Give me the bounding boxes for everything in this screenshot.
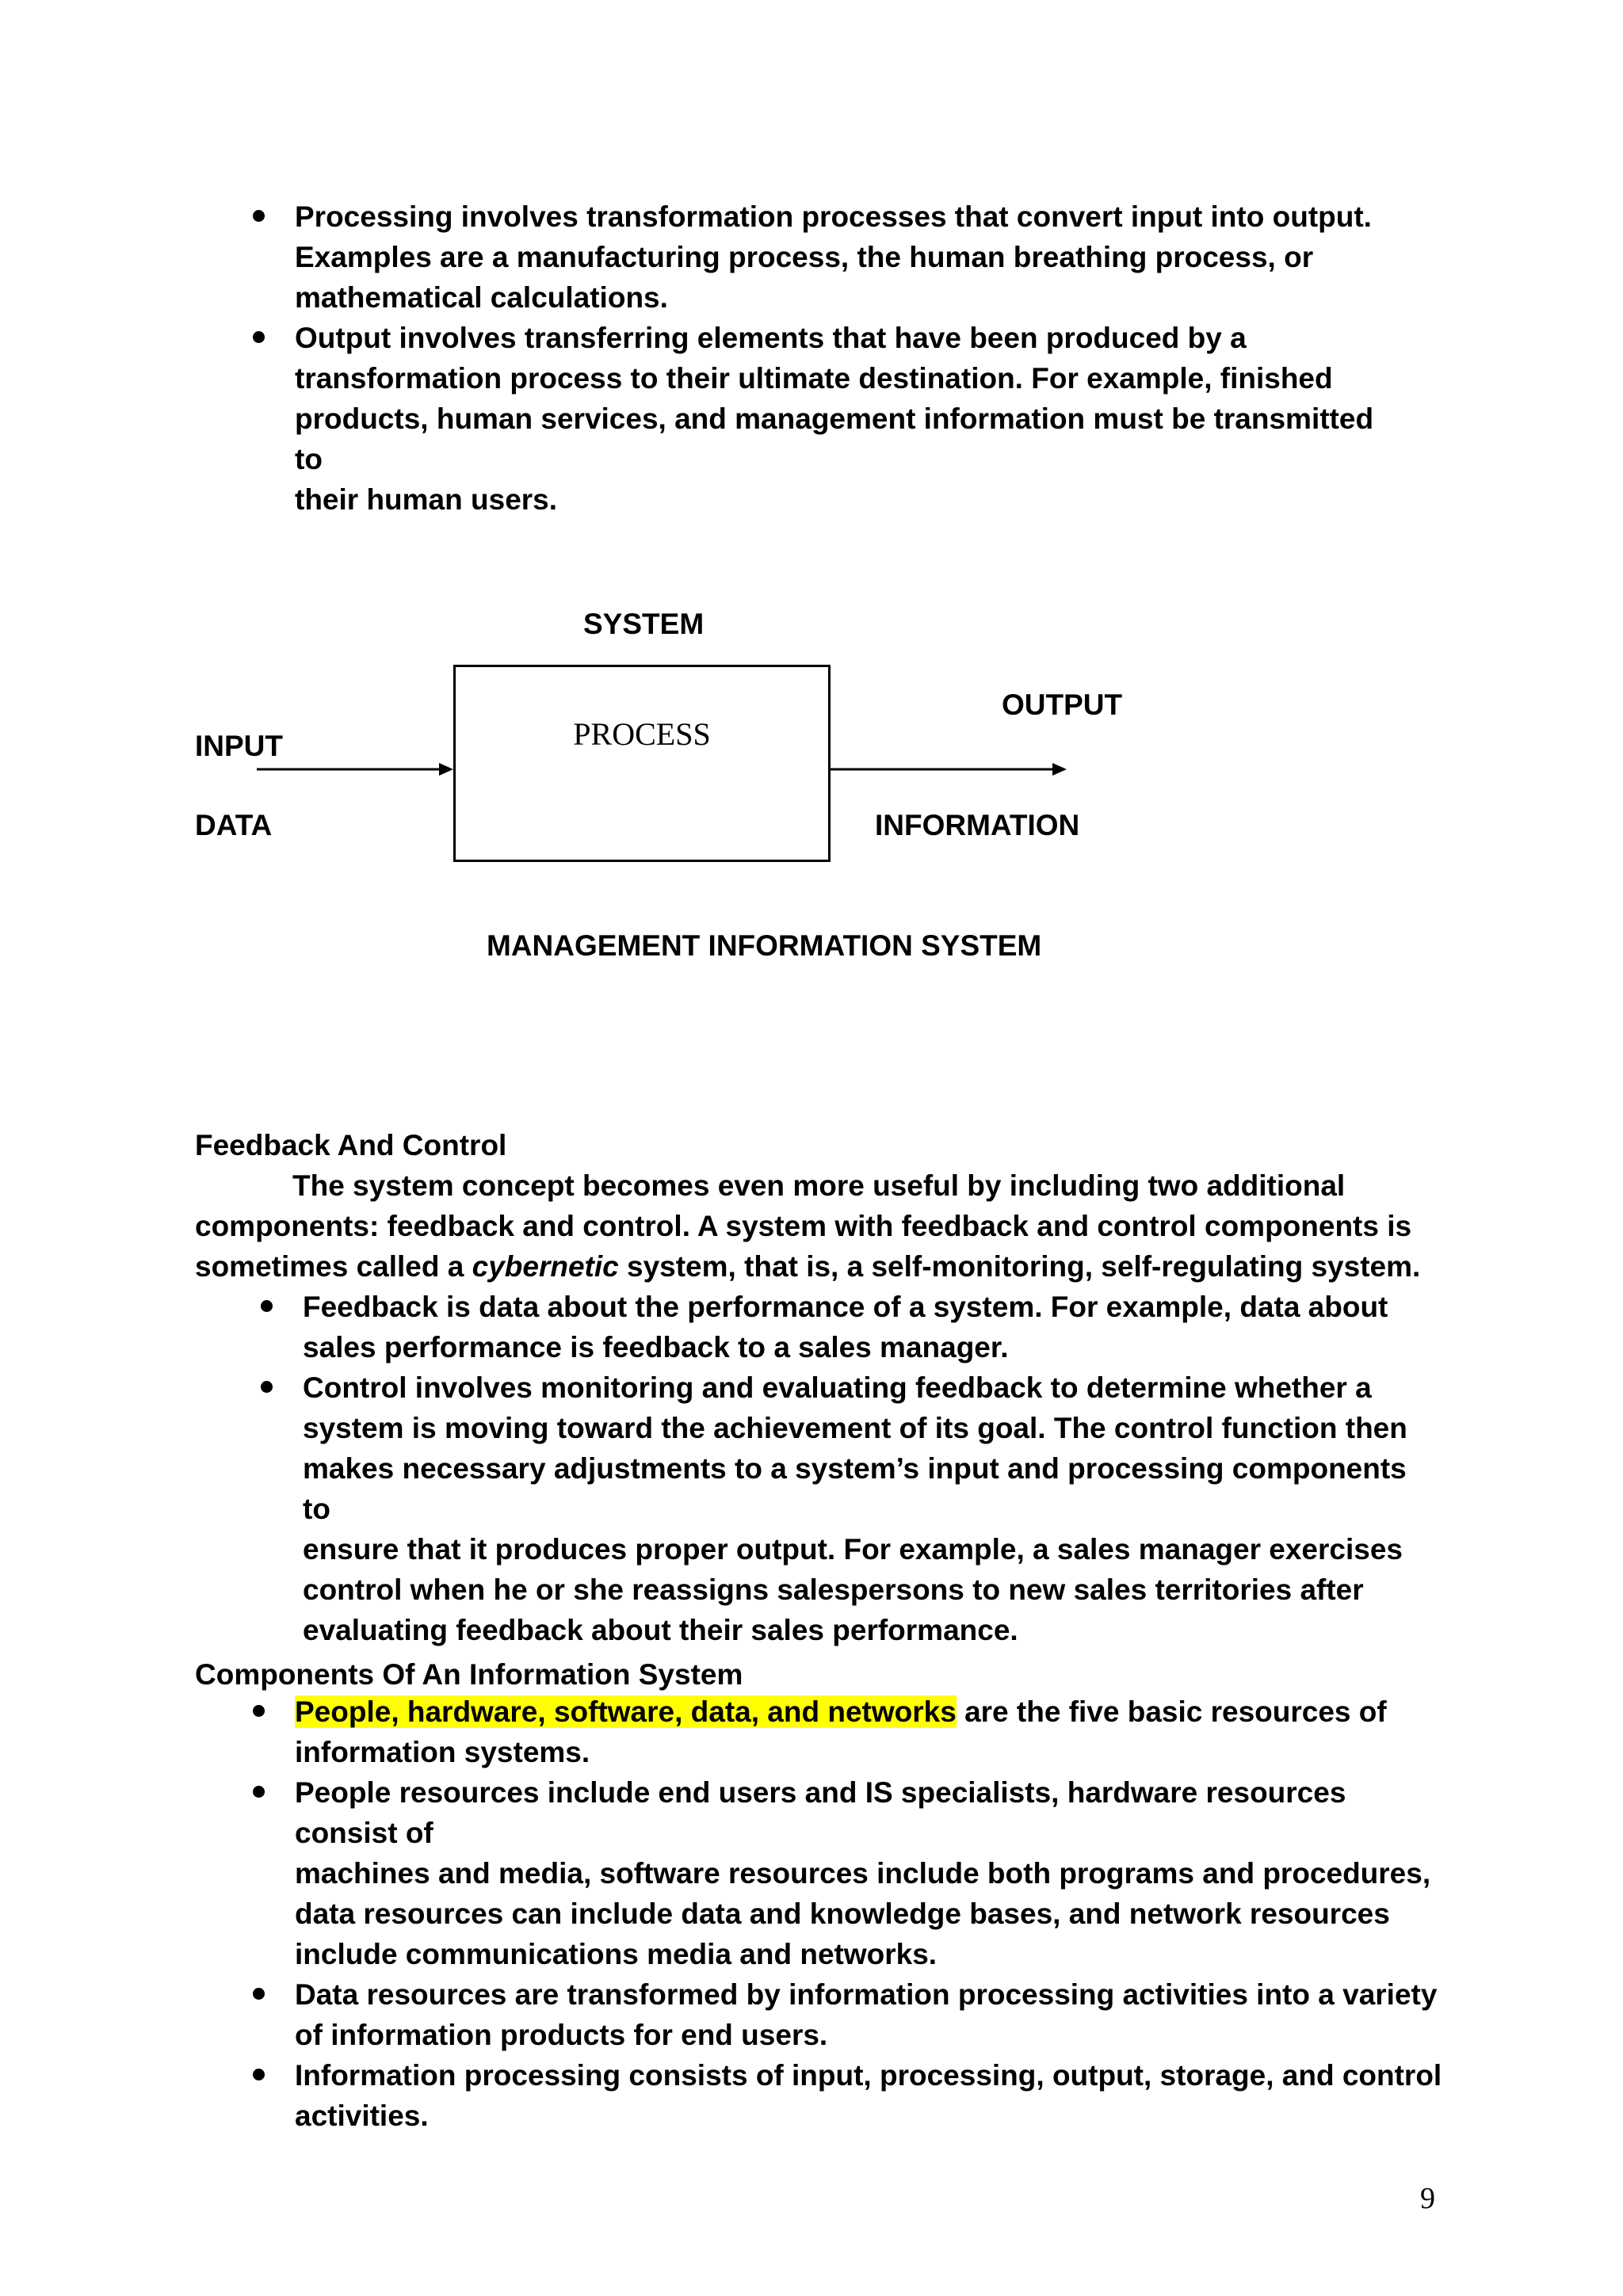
bullet-data-resources xyxy=(295,1974,1452,2055)
bullet-line: mathematical calculations. xyxy=(295,281,668,314)
bullet-feedback xyxy=(303,1287,1412,1367)
bullet-five-resources xyxy=(295,1691,1452,1772)
page-number: 9 xyxy=(1420,2182,1435,2215)
intro-line-1: The system concept becomes even more useful by including two additional xyxy=(292,1169,1346,1202)
output-arrow xyxy=(831,763,1067,776)
diagram-caption: MANAGEMENT INFORMATION SYSTEM xyxy=(487,929,1042,962)
input-label: INPUT xyxy=(195,730,283,762)
bullet-line: makes necessary adjustments to a system’s input and processing components to xyxy=(303,1452,1407,1525)
highlighted-text: People, hardware, software, data, and networks xyxy=(295,1695,957,1728)
components-heading: Components Of An Information System xyxy=(195,1658,743,1691)
information-label: INFORMATION xyxy=(875,809,1080,841)
bullet-information-processing xyxy=(295,2055,1452,2136)
bullet-line: information systems. xyxy=(295,1736,590,1768)
bullet-people-resources xyxy=(295,1772,1452,1974)
bullet-line: evaluating feedback about their sales performance. xyxy=(303,1614,1018,1646)
components-bullets xyxy=(295,1691,1452,2136)
bullet-line: machines and media, software resources include both programs and procedures, xyxy=(295,1857,1431,1890)
diagram-arrows xyxy=(0,0,1623,951)
system-label: SYSTEM xyxy=(583,608,705,640)
intro-line-3: sometimes called a cybernetic system, that is, a self-monitoring, self-regulating system. xyxy=(195,1250,1421,1283)
bullet-line: People, hardware, software, data, and networks are the five basic resources of xyxy=(295,1695,1387,1728)
process-label: PROCESS xyxy=(573,716,711,752)
input-arrow xyxy=(257,763,453,776)
feedback-heading: Feedback And Control xyxy=(195,1129,507,1161)
feedback-bullets xyxy=(303,1287,1412,1650)
cybernetic-term: cybernetic xyxy=(472,1250,619,1283)
feedback-intro xyxy=(195,1165,1431,1287)
bullet-line: of information products for end users. xyxy=(295,2019,828,2051)
data-label: DATA xyxy=(195,809,273,841)
bullet-line: Processing involves transformation processes that convert input into output. xyxy=(295,200,1372,233)
bullet-line: Data resources are transformed by information processing activities into a variety xyxy=(295,1978,1438,2011)
bullet-line: system is moving toward the achievement of its goal. The control function then xyxy=(303,1412,1407,1444)
bullet-line: Control involves monitoring and evaluating feedback to determine whether a xyxy=(303,1371,1372,1404)
bullet-line: Examples are a manufacturing process, the human breathing process, or xyxy=(295,241,1314,273)
bullet-line: sales performance is feedback to a sales manager. xyxy=(303,1331,1009,1363)
bullet-control xyxy=(303,1367,1412,1650)
bullet-line: Output involves transferring elements that have been produced by a xyxy=(295,322,1247,354)
bullet-line: ensure that it produces proper output. For example, a sales manager exercises xyxy=(303,1533,1403,1566)
bullet-line: include communications media and networks. xyxy=(295,1938,938,1970)
output-label: OUTPUT xyxy=(1002,688,1123,721)
bullet-line: their human users. xyxy=(295,483,558,516)
bullet-line: People resources include end users and IS specialists, hardware resources consist of xyxy=(295,1776,1346,1849)
bullet-line: Feedback is data about the performance of a system. For example, data about xyxy=(303,1291,1388,1323)
bullet-line: products, human services, and management information must be transmitted to xyxy=(295,402,1374,475)
bullet-line: data resources can include data and knowledge bases, and network resources xyxy=(295,1897,1390,1930)
bullet-line: activities. xyxy=(295,2100,429,2132)
bullet-line: control when he or she reassigns salespersons to new sales territories after xyxy=(303,1573,1364,1606)
bullet-line: Information processing consists of input, processing, output, storage, and control xyxy=(295,2059,1442,2092)
bullet-line: transformation process to their ultimate destination. For example, finished xyxy=(295,362,1333,395)
intro-line-2: components: feedback and control. A system with feedback and control components is xyxy=(195,1210,1412,1242)
